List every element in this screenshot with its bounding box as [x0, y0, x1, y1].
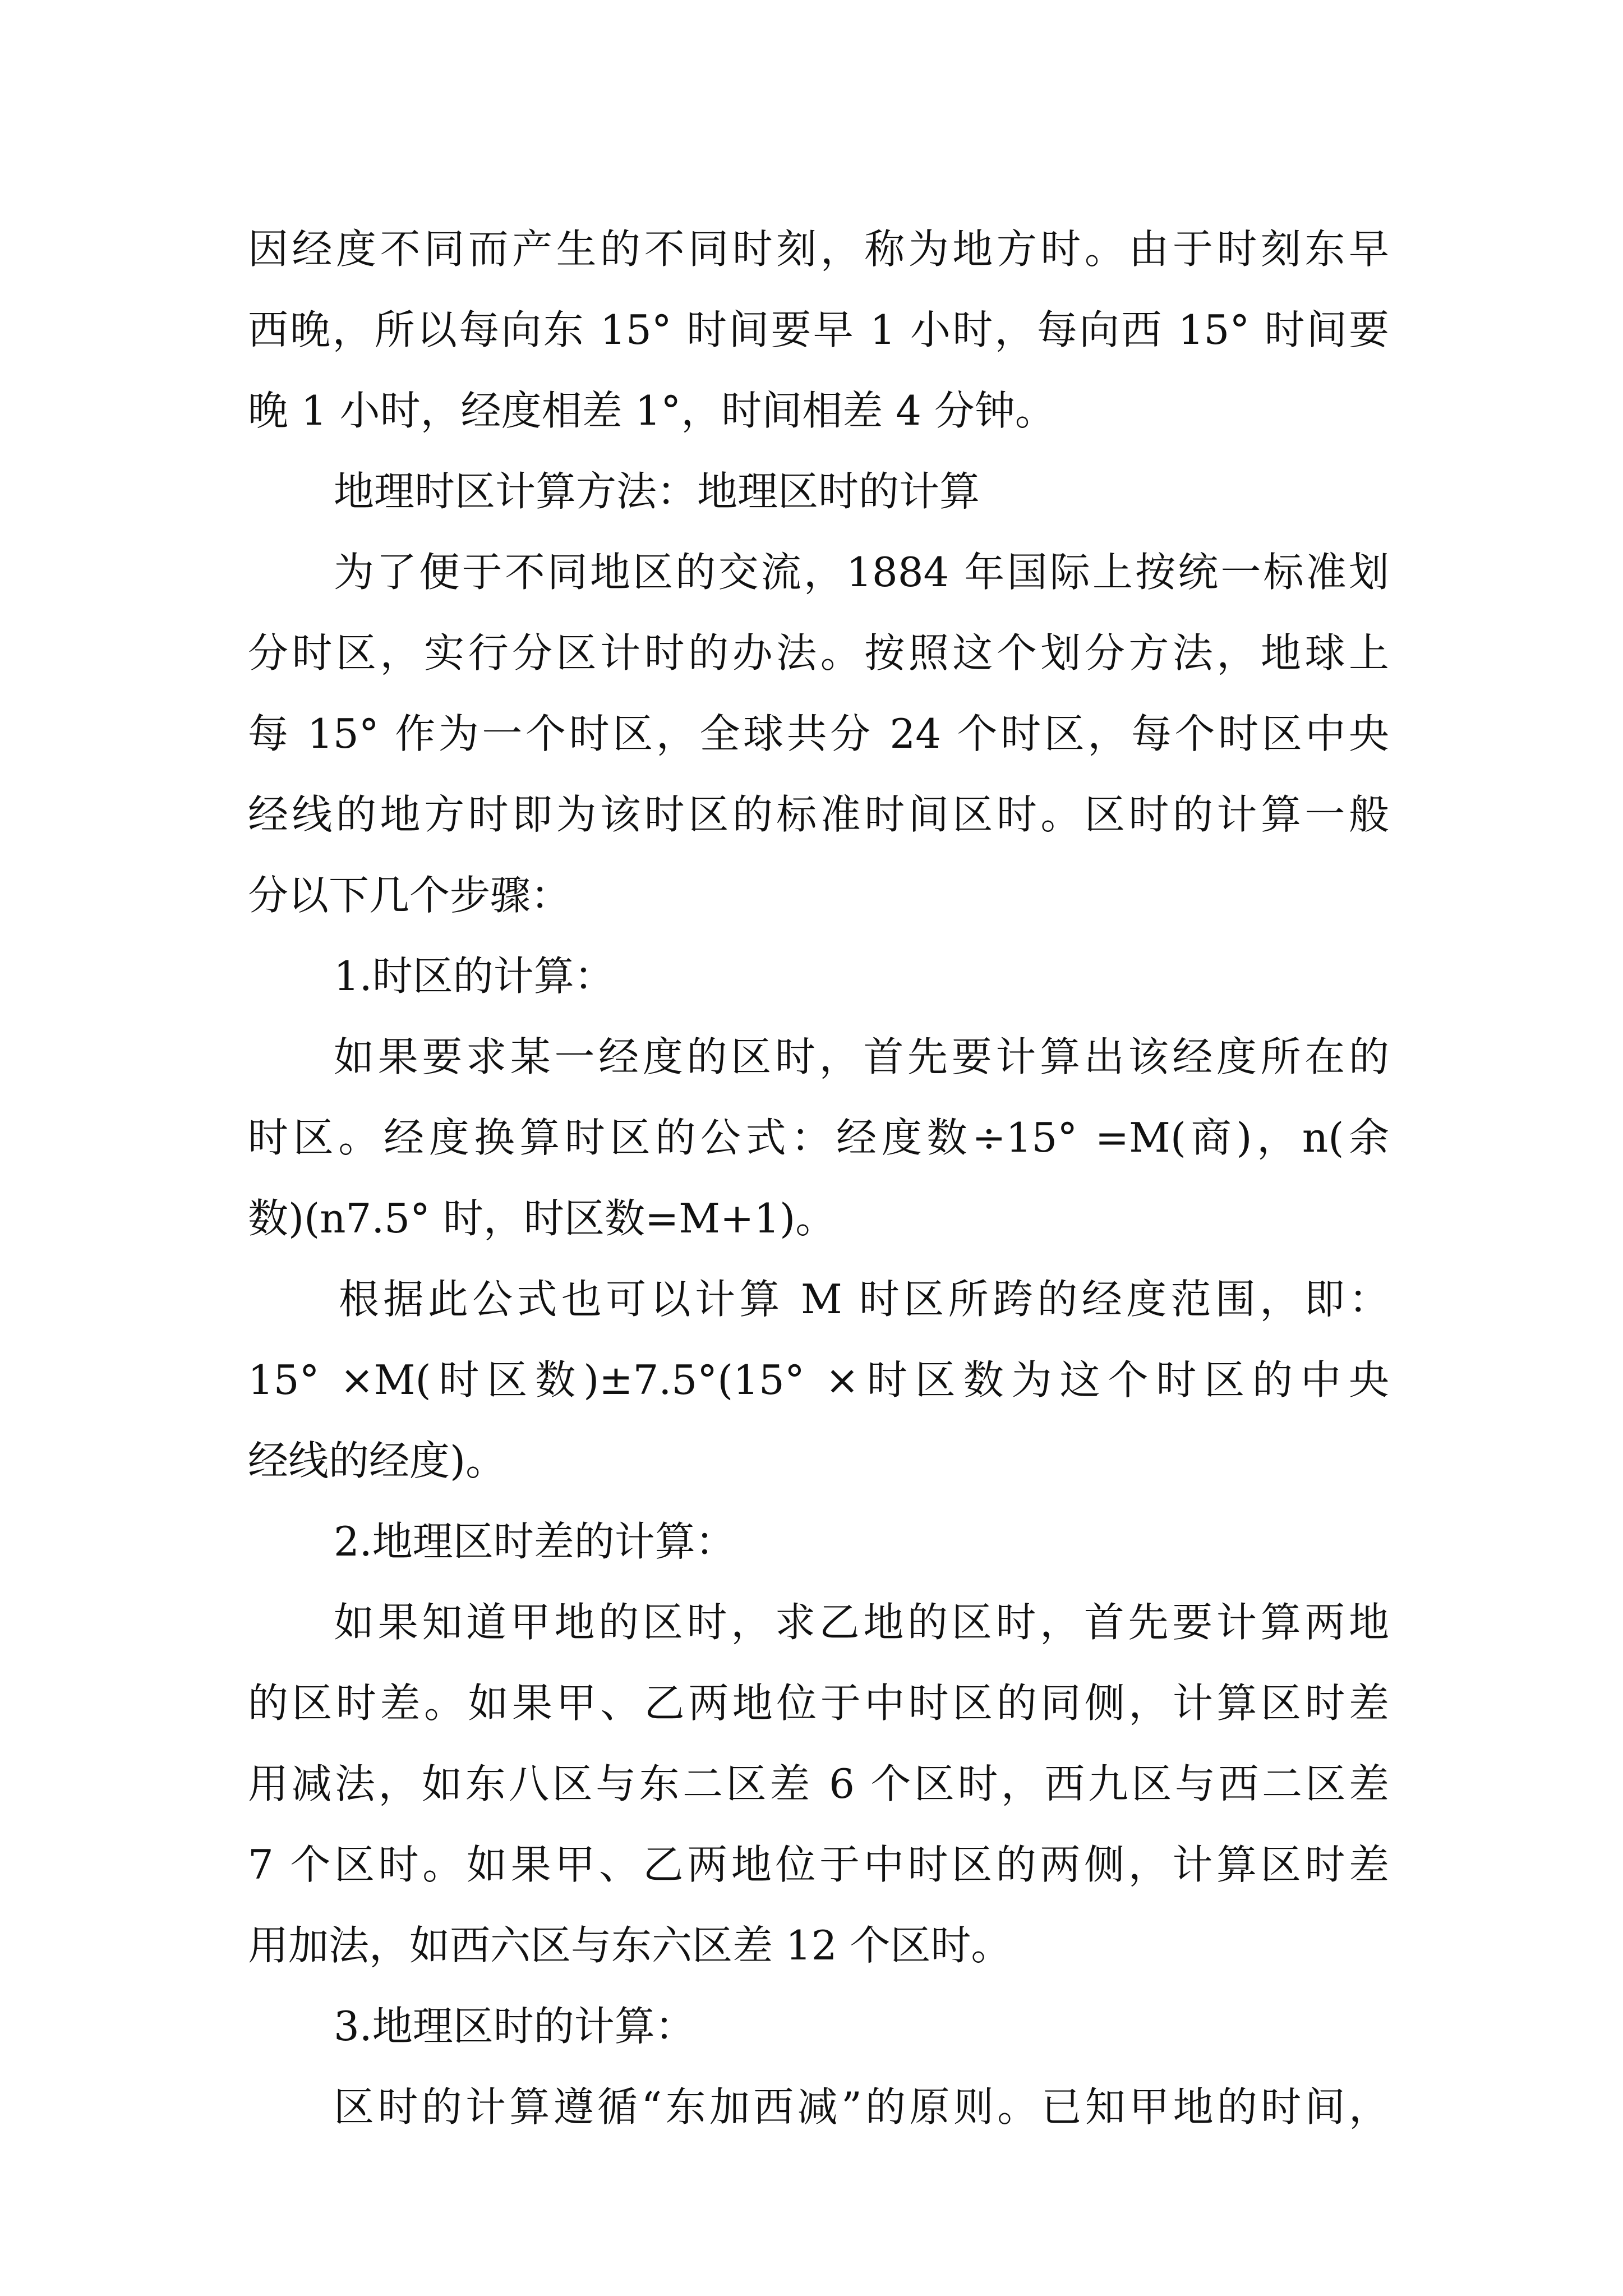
text-line-18: 如果知道甲地的区时，求乙地的区时，首先要计算两地 — [334, 1599, 1389, 1646]
text-line-6: 分时区，实行分区计时的办法。按照这个划分方法，地球上 — [248, 629, 1389, 677]
text-line-11: 如果要求某一经度的区时，首先要计算出该经度所在的 — [334, 1033, 1389, 1080]
text-line-2: 西晚，所以每向东 15° 时间要早 1 小时，每向西 15° 时间要 — [248, 306, 1389, 353]
step-heading-2: 2.地理区时差的计算： — [334, 1518, 736, 1565]
section-heading: 地理时区计算方法：地理区时的计算 — [334, 468, 980, 515]
document-body — [248, 209, 1389, 2147]
step-heading-3: 3.地理区时的计算： — [334, 2003, 695, 2050]
text-line-24: 区时的计算遵循“东加西减”的原则。已知甲地的时间， — [334, 2083, 1389, 2131]
text-line-21: 7 个区时。如果甲、乙两地位于中时区的两侧，计算区时差 — [248, 1841, 1389, 1888]
text-line-15: 15° ×M(时区数)±7.5°(15° ×时区数为这个时区的中央 — [248, 1356, 1389, 1404]
text-line-19: 的区时差。如果甲、乙两地位于中时区的同侧，计算区时差 — [248, 1680, 1389, 1727]
text-line-13: 数)(n7.5° 时，时区数=M+1)。 — [248, 1195, 836, 1242]
text-line-9: 分以下几个步骤： — [248, 872, 571, 919]
text-line-16: 经线的经度)。 — [248, 1437, 506, 1484]
text-line-22: 用加法，如西六区与东六区差 12 个区时。 — [248, 1922, 1012, 1969]
text-line-5: 为了便于不同地区的交流，1884 年国际上按统一标准划 — [334, 549, 1389, 596]
text-line-12: 时区。经度换算时区的公式：经度数÷15° =M(商)，n(余 — [248, 1114, 1389, 1161]
step-heading-1: 1.时区的计算： — [334, 953, 615, 1000]
text-line-3: 晚 1 小时，经度相差 1°，时间相差 4 分钟。 — [248, 387, 1055, 434]
text-line-8: 经线的地方时即为该时区的标准时间区时。区时的计算一般 — [248, 791, 1389, 838]
text-line-14: 根据此公式也可以计算 M 时区所跨的经度范围，即： — [339, 1276, 1389, 1323]
text-line-20: 用减法，如东八区与东二区差 6 个区时，西九区与西二区差 — [248, 1760, 1389, 1807]
text-line-7: 每 15° 作为一个时区，全球共分 24 个时区，每个时区中央 — [248, 710, 1389, 757]
text-line-1: 因经度不同而产生的不同时刻，称为地方时。由于时刻东早 — [248, 226, 1389, 273]
